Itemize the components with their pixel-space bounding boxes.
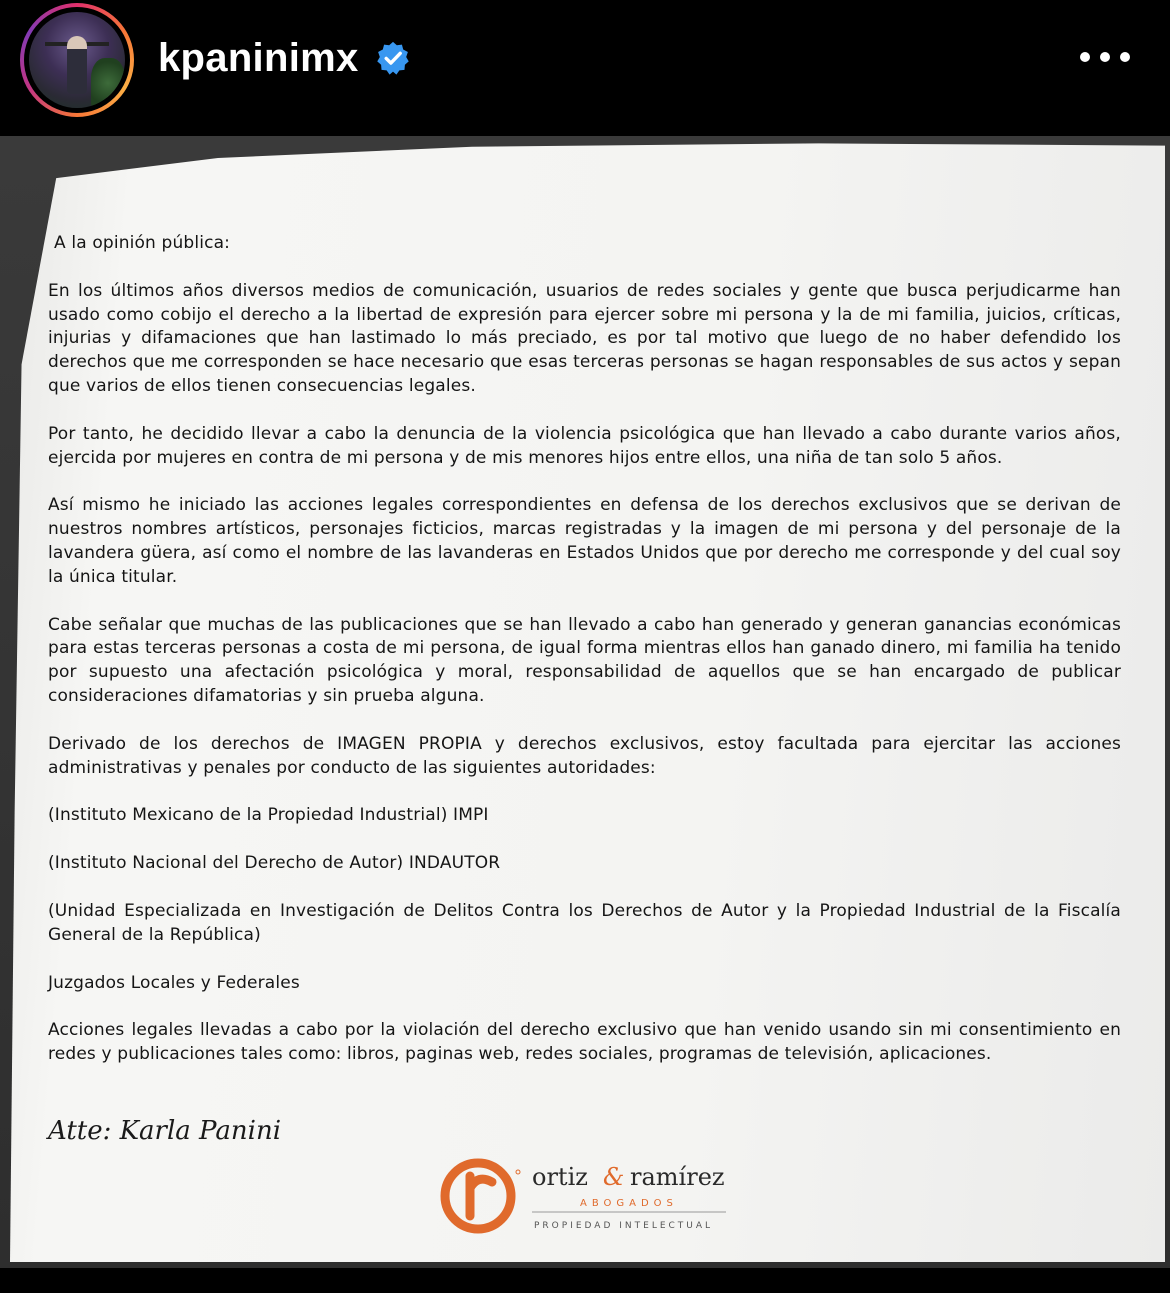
letter-paragraph: Acciones legales llevadas a cabo por la violación del derecho exclusivo que han venido usando sin mi consentimiento en redes y publicaciones tales como: libros, paginas web, redes sociales, programas de televisión, aplicaciones. bbox=[48, 1020, 1121, 1065]
avatar-plant bbox=[91, 58, 125, 108]
letter-greeting: A la opinión pública: bbox=[54, 233, 231, 253]
username[interactable]: kpaninimx bbox=[158, 36, 359, 80]
signature: Atte: Karla Panini bbox=[48, 1116, 282, 1146]
letter-body bbox=[48, 232, 1121, 1067]
letter-paragraph: (Unidad Especializada en Investigación de Delitos Contra los Derechos de Autor y la Propiedad Industrial de la Fiscalía General de la República) bbox=[48, 900, 1121, 945]
letter-paragraph: En los últimos años diversos medios de comunicación, usuarios de redes sociales y gente que busca perjudicarme han usado como cobijo el derecho a la libertad de expresión para ejercer sobre mi persona y la de mi familia, juicios, críticas, injurias y difamaciones que han lastimado lo más preciado, es por tal motivo que luego de no haber defendido los derechos que me corresponden se hace necesario que esas terceras personas se hagan responsables de sus actos y sepan que varios de ellos tienen consecuencias legales. bbox=[48, 280, 1121, 396]
letter-paragraph: Juzgados Locales y Federales bbox=[48, 972, 300, 993]
avatar-figure bbox=[67, 36, 87, 94]
letter-paragraph: (Instituto Mexicano de la Propiedad Industrial) IMPI bbox=[48, 805, 489, 826]
firm-name-part2: ramírez bbox=[630, 1163, 725, 1191]
letter-paragraph: Cabe señalar que muchas de las publicaciones que se han llevado a cabo han generado y generan ganancias económicas para estas terceras personas a costa de mi persona, de igual forma mientras ellos han ganado dinero, mi familia ha tenido por supuesto una afectación psicológica y moral, responsabilidad de aquellos que se han encargado de publicar consideraciones difamatorias y sin prueba alguna. bbox=[48, 614, 1121, 706]
post-header bbox=[0, 0, 1170, 136]
letter-paragraph: Por tanto, he decidido llevar a cabo la denuncia de la violencia psicológica que han llevado a cabo durante varios años, ejercida por mujeres en contra de mi persona y de mis menores hijos entre ellos, una niña de tan solo 5 años. bbox=[48, 423, 1121, 468]
firm-ampersand: & bbox=[603, 1163, 625, 1191]
firm-subtitle: ABOGADOS bbox=[580, 1198, 678, 1209]
avatar[interactable] bbox=[29, 12, 125, 108]
letter-paragraph: Derivado de los derechos de IMAGEN PROPIA y derechos exclusivos, estoy facultada para ejercitar las acciones administrativas y penales por conducto de las siguientes autoridades: bbox=[48, 733, 1121, 778]
letter-paragraph: Así mismo he iniciado las acciones legales correspondientes en defensa de los derechos exclusivos que se derivan de nuestros nombres artísticos, personajes ficticios, marcas registradas y la imagen de mi persona y del personaje de la lavandera güera, así como el nombre de las lavanderas en Estados Unidos que por derecho me corresponde y del cual soy la única titular. bbox=[48, 495, 1121, 587]
firm-tagline: PROPIEDAD INTELECTUAL bbox=[534, 1221, 714, 1231]
bottom-bar bbox=[0, 1268, 1170, 1293]
firm-name-part1: ortiz bbox=[532, 1163, 588, 1191]
law-firm-logo bbox=[440, 1158, 740, 1238]
letter-paragraph: (Instituto Nacional del Derecho de Autor) INDAUTOR bbox=[48, 853, 501, 874]
verified-badge-icon bbox=[376, 41, 410, 75]
avatar-gap bbox=[24, 7, 130, 113]
story-ring[interactable] bbox=[20, 3, 134, 117]
more-options-icon[interactable] bbox=[1080, 50, 1130, 64]
